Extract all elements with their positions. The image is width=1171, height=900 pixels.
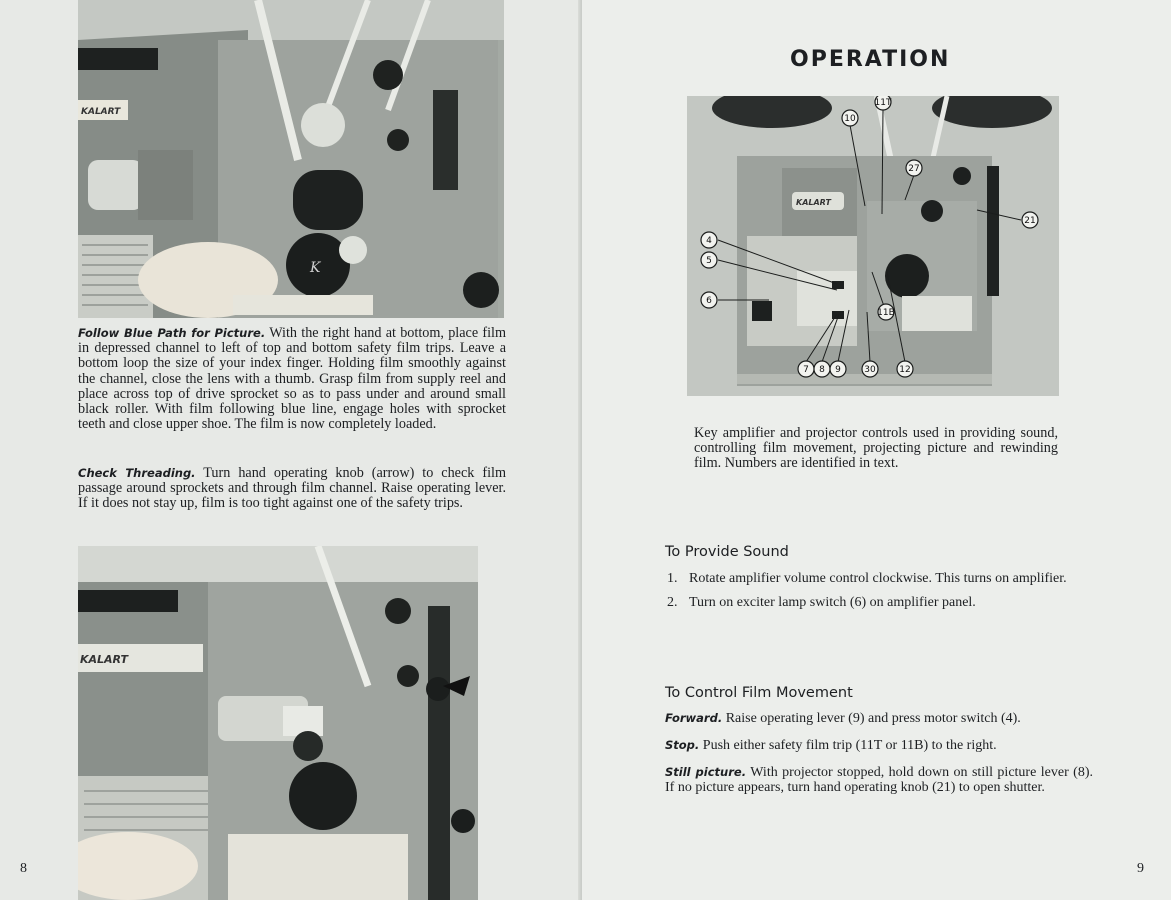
- paragraph-body: Turn hand operating knob (arrow) to check film passage around sprockets and through film channel. Raise operating lever. If it does not stay up, film is too tight against one of the safety trips.: [78, 465, 506, 512]
- list-item-text: Rotate amplifier volume control clockwise. This turns on amplifier.: [689, 571, 1067, 586]
- callout-27: 27: [908, 164, 920, 174]
- photo-controls: [687, 96, 1059, 396]
- provide-sound-list: [667, 571, 1091, 618]
- callout-7: 7: [803, 365, 809, 375]
- page-number-right: 9: [1137, 861, 1144, 876]
- entry-still-picture: [665, 765, 1093, 795]
- photo-threading-bottom: [78, 546, 478, 900]
- list-item-text: Turn on exciter lamp switch (6) on amplifier panel.: [689, 594, 976, 610]
- kalart-logo-controls: KALART: [796, 198, 831, 207]
- list-item-number: 2.: [667, 594, 678, 610]
- callout-30: 30: [864, 365, 876, 375]
- paragraph-check-threading: [78, 466, 506, 512]
- callout-21: 21: [1024, 216, 1036, 226]
- list-item-number: 1.: [667, 571, 678, 586]
- callout-4: 4: [706, 236, 712, 246]
- entry-body: With projector stopped, hold down on still picture lever (8). If no picture appears, turn hand operating knob (21) to open shutter.: [665, 765, 1094, 796]
- callout-9: 9: [835, 365, 841, 375]
- run-head-check-threading: Check Threading.: [78, 466, 196, 480]
- photo-threading-top: [78, 0, 504, 318]
- page-title: OPERATION: [790, 47, 951, 72]
- run-head-follow-blue-path: Follow Blue Path for Picture.: [78, 326, 266, 340]
- page-number-left: 8: [20, 861, 27, 876]
- callout-overlay: [687, 96, 1059, 396]
- projector-check-threading-image: [78, 546, 478, 900]
- section-heading-control-film-movement: To Control Film Movement: [665, 685, 853, 701]
- callout-6: 6: [706, 296, 712, 306]
- projector-threading-image: [78, 0, 504, 318]
- kalart-logo-bottom: KALART: [80, 653, 129, 666]
- callout-8: 8: [819, 365, 825, 375]
- paragraph-body: With the right hand at bottom, place film in depressed channel to left of top and bottom safety film trips. Leave a bottom loop the size of your index finger. Holding film smoothly against the channel, close the lens with a thumb. Grasp film from supply reel and place across top of drive sprocket so as to pass under and around small black roller. With film following blue line, engage holes with sprocket teeth and close upper shoe. The film is now completely loaded.: [78, 325, 507, 433]
- callout-5: 5: [706, 256, 712, 266]
- run-head-stop: Stop.: [665, 738, 700, 752]
- callout-11B: 11B: [877, 308, 895, 318]
- list-item: [667, 595, 1091, 611]
- figure-caption: Key amplifier and projector controls used in providing sound, controlling film movement, projecting picture and rewinding film. Numbers are identified in text.: [694, 425, 1058, 472]
- paragraph-follow-blue-path: [78, 326, 506, 432]
- callout-12: 12: [899, 365, 911, 375]
- run-head-forward: Forward.: [665, 711, 723, 725]
- entry-stop: [665, 738, 1093, 753]
- callout-10: 10: [844, 114, 856, 124]
- kalart-logo-top: KALART: [81, 107, 121, 117]
- list-item: [667, 571, 1091, 587]
- entry-forward: [665, 711, 1093, 726]
- svg-text:K: K: [310, 260, 321, 276]
- section-heading-provide-sound: To Provide Sound: [665, 544, 789, 560]
- run-head-still-picture: Still picture.: [665, 765, 747, 779]
- entry-body: Raise operating lever (9) and press motor switch (4).: [725, 711, 1021, 726]
- entry-body: Push either safety film trip (11T or 11B) to the right.: [702, 738, 997, 753]
- callout-11T: 11T: [874, 98, 892, 108]
- left-page: [0, 0, 582, 900]
